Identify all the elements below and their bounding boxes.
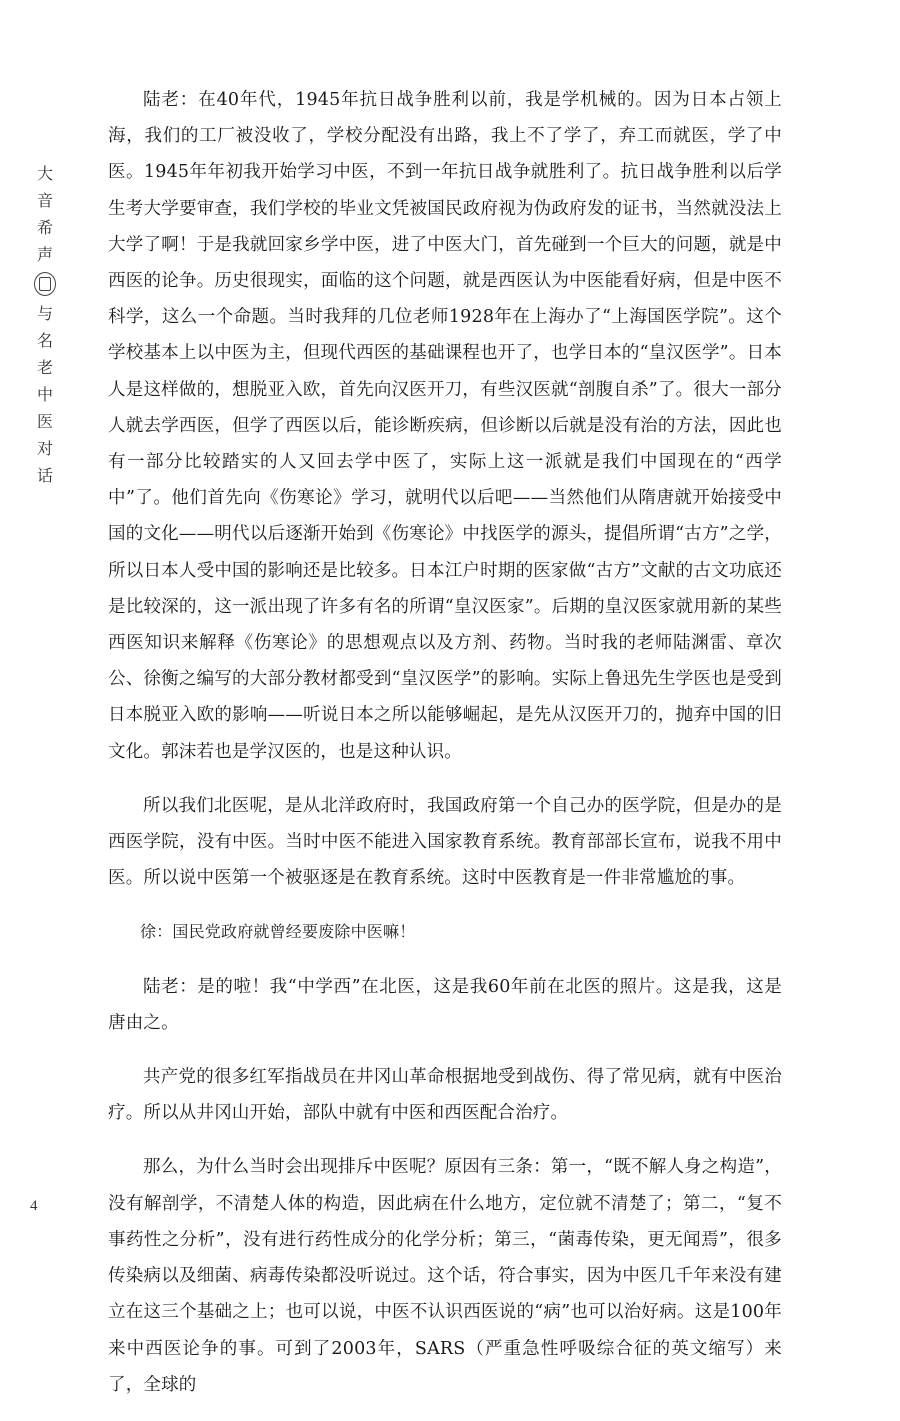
paragraph-xu-question: 徐：国民党政府就曾经要废除中医嘛！ (140, 922, 416, 942)
book-title-char: 对 (36, 439, 53, 458)
running-header (30, 160, 60, 489)
series-title-char: 音 (36, 191, 53, 210)
seal-icon (34, 272, 56, 296)
paragraph-lu-1: 陆老：在40年代，1945年抗日战争胜利以前，我是学机械的。因为日本占领上海，我们的工厂被没收了，学校分配没有出路，我上不了学了，弃工而就医，学了中医。1945年年初我开始学习中医，不到一年抗日战争就胜利了。抗日战争胜利以后学生考大学要审查，我们学校的毕业文凭被国民政府视为伪政府发的证书，当然就没法上大学了啊！于是我就回家乡学中医，进了中医大门，首先碰到一个巨大的问题，就是中西医的论争。历史很现实，面临的这个问题，就是西医认为中医能看好病，但是中医不科学，这么一个命题。当时我拜的几位老师1928年在上海办了“上海国医学院”。这个学校基本上以中医为主，但现代西医的基础课程也开了，也学日本的“皇汉医学”。日本人是这样做的，想脱亚入欧，首先向汉医开刀，有些汉医就“剖腹自杀”了。很大一部分人就去学西医，但学了西医以后，能诊断疾病，但诊断以后就是没有治的方法，因此也有一部分比较踏实的人又回去学中医了，实际上这一派就是我们中国现在的“西学中”了。他们首先向《伤寒论》学习，就明代以后吧——当然他们从隋唐就开始接受中国的文化——明代以后逐渐开始到《伤寒论》中找医学的源头，提倡所谓“古方”之学，所以日本人受中国的影响还是比较多。日本江户时期的医家做“古方”文献的古文功底还是比较深的，这一派出现了许多有名的所谓“皇汉医家”。后期的皇汉医家就用新的某些西医知识来解释《伤寒论》的思想观点以及方剂、药物。当时我的老师陆渊雷、章次公、徐衡之编写的大部分教材都受到“皇汉医学”的影响。实际上鲁迅先生学医也是受到日本脱亚入欧的影响——听说日本之所以能够崛起，是先从汉医开刀的，抛弃中国的旧文化。郭沫若也是学汉医的，也是这种认识。 (108, 90, 782, 762)
paragraph-jinggangshan: 共产党的很多红军指战员在井冈山革命根据地受到战伤、得了常见病，就有中医治疗。所以从井冈山开始，部队中就有中医和西医配合治疗。 (108, 1067, 782, 1124)
book-title-char: 名 (36, 331, 53, 350)
series-title-char: 希 (36, 218, 53, 237)
paragraph-reasons: 那么，为什么当时会出现排斥中医呢？原因有三条：第一，“既不解人身之构造”，没有解剖学，不清楚人体的构造，因此病在什么地方，定位就不清楚了；第二，“复不事药性之分析”，没有进行药性成分的化学分析；第三，“菌毒传染，更无闻焉”，很多传染病以及细菌、病毒传染都没听说过。这个话，符合事实，因为中医几千年来没有建立在这三个基础之上；也可以说，中医不认识西医说的“病”也可以治好病。这是100年来中西医论争的事。可到了2003年，SARS（严重急性呼吸综合征的英文缩写）来了，全球的 (108, 1157, 782, 1395)
book-title-char: 医 (36, 412, 53, 431)
paragraph-lu-2: 陆老：是的啦！我“中学西”在北医，这是我60年前在北医的照片。这是我，这是唐由之。 (108, 976, 782, 1033)
book-title-char: 中 (36, 385, 53, 404)
series-title-char: 大 (36, 164, 53, 183)
book-title-char: 话 (36, 466, 53, 485)
page-number: 4 (30, 1198, 38, 1214)
text-body (108, 82, 782, 1421)
paragraph-beiyi: 所以我们北医呢，是从北洋政府时，我国政府第一个自己办的医学院，但是办的是西医学院，没有中医。当时中医不能进入国家教育系统。教育部部长宣布，说我不用中医。所以说中医第一个被驱逐是在教育系统。这时中医教育是一件非常尴尬的事。 (108, 795, 782, 889)
book-title-char: 与 (36, 304, 53, 323)
book-title-char: 老 (36, 358, 53, 377)
series-title-char: 声 (36, 245, 53, 264)
